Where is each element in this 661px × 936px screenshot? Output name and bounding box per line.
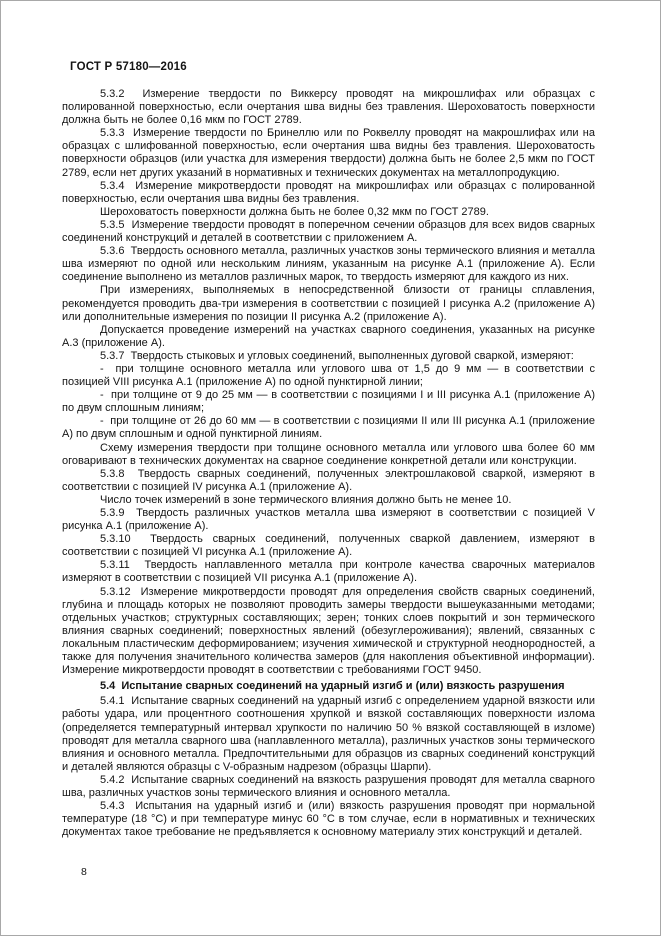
paragraph: 5.3.10 Твердость сварных соединений, полученных сваркой давлением, измеряют в соответствии с позицией VI рисунка А.1 (приложение А). xyxy=(62,533,595,559)
paragraph: Допускается проведение измерений на участках сварного соединения, указанных на рисунке А.3 (приложение А). xyxy=(62,323,595,349)
page-number: 8 xyxy=(81,866,87,878)
paragraph: Число точек измерений в зоне термического влияния должно быть не менее 10. xyxy=(100,493,512,506)
paragraph: - при толщине от 26 до 60 мм — в соответствии с позициями II или III рисунка А.1 (приложение А) по двум сплошным и одной пунктирной линиям. xyxy=(62,415,595,441)
paragraph: - при толщине от 9 до 25 мм — в соответствии с позициями I и III рисунка А.1 (приложение А) по двум сплошным линиям; xyxy=(62,389,595,415)
paragraph: Схему измерения твердости при толщине основного металла или углового шва более 60 мм оговаривают в технических документах на сварное соединение конкретной детали или конструкции. xyxy=(62,441,595,467)
paragraph: 5.3.11 Твердость наплавленного металла при контроле качества сварочных материалов измеряют в соответствии с позицией VII рисунка А.1 (приложение А). xyxy=(62,559,595,585)
paragraph: 5.4.2 Испытание сварных соединений на вязкость разрушения проводят для металла сварного шва, различных участков зоны термического влияния и основного металла. xyxy=(62,773,595,799)
paragraph: 5.3.9 Твердость различных участков металла шва измеряют в соответствии с позицией V рисунка А.1 (приложение А). xyxy=(62,507,595,533)
section-heading: 5.4 Испытание сварных соединений на ударный изгиб и (или) вязкость разрушения xyxy=(100,680,565,693)
paragraph: 5.3.3 Измерение твердости по Бринеллю или по Роквеллу проводят на макрошлифах или на образцах с шлифованной поверхностью, если очертания шва видны без травления. Шероховатость поверхности образцов (или участка для измерения твердости) должна быть не более 2,5 мкм по ГОСТ 2789, если нет других указаний в нормативных и технических документах на металлопродукцию. xyxy=(62,127,595,179)
paragraph: 5.3.12 Измерение микротвердости проводят для определения свойств сварных соединений, глубина и площадь которых не позволяют проводить замеры твердости вышеуказанными методами; отдельных участков; структурных составляющих; зерен; тонких слоев покрытий и зон термического влияния сварных соединений; поверхностных явлений (обезуглероживания); явлений, связанных с локальным пластическим деформированием; изучения химической и структурной неоднородностей, а также для получения значительного количества замеров (для накопления объективной информации). Измерение микротвердости проводят в соответствии с требованиями ГОСТ 9450. xyxy=(62,585,595,677)
paragraph: 5.4.1 Испытание сварных соединений на ударный изгиб с определением ударной вязкости или работы удара, или процентного соотношения хрупкой и вязкой составляющих поверхности излома (определяется температурный интервал хрупкости по наличию 50 % вязкой составляющей в изломе) проводят для металла сварного шва (наплавленного металла), различных участков зоны термического влияния и основного металла. Предпочтительными для образцов из сварных соединений конструкций и деталей являются образцы с V-образным надрезом (образцы Шарпи). xyxy=(62,695,595,773)
paragraph: - при толщине основного металла или углового шва от 1,5 до 9 мм — в соответствии с позицией VIII рисунка А.1 (приложение А) по одной пунктирной линии; xyxy=(62,362,595,389)
paragraph: 5.4.3 Испытания на ударный изгиб и (или) вязкость разрушения проводят при нормальной температуре (18 °С) и при температуре минус 60 °С в том случае, если в нормативных и технических документах такое требование не предъявляется к основному материалу этих конструкций и деталей. xyxy=(62,800,595,839)
paragraph: 5.3.7 Твердость стыковых и угловых соединений, выполненных дуговой сваркой, измеряют: xyxy=(100,349,574,362)
document-body xyxy=(62,88,595,839)
paragraph: 5.3.4 Измерение микротвердости проводят на микрошлифах или образцах с полированной поверхностью, если очертания шва видны без травления. xyxy=(62,179,595,205)
paragraph: 5.3.8 Твердость сварных соединений, полученных электрошлаковой сваркой, измеряют в соответствии с позицией IV рисунка А.1 (приложение А). xyxy=(62,467,595,493)
paragraph: При измерениях, выполняемых в непосредственной близости от границы сплавления, рекомендуется проводить два-три измерения в соответствии с позицией I рисунка А.2 (приложение А) или дополнительные измерения по позиции II рисунка А.2 (приложение А). xyxy=(62,284,595,323)
document-header: ГОСТ Р 57180—2016 xyxy=(70,61,187,73)
paragraph: 5.3.2 Измерение твердости по Виккерсу проводят на микрошлифах или образцах с полированной поверхностью, если очертания шва видны без травления. Шероховатость поверхности должна быть не более 0,16 мкм по ГОСТ 2789. xyxy=(62,88,595,127)
paragraph: 5.3.6 Твердость основного металла, различных участков зоны термического влияния и металла шва измеряют по одной или нескольким линиям, указанным на рисунке А.1 (приложение А). Если соединение выполнено из металлов различных марок, то твердость измеряют для каждого из них. xyxy=(62,245,595,284)
paragraph: Шероховатость поверхности должна быть не более 0,32 мкм по ГОСТ 2789. xyxy=(100,205,489,218)
paragraph: 5.3.5 Измерение твердости проводят в поперечном сечении образцов для всех видов сварных соединений конструкций и деталей в соответствии с приложением А. xyxy=(62,218,595,245)
